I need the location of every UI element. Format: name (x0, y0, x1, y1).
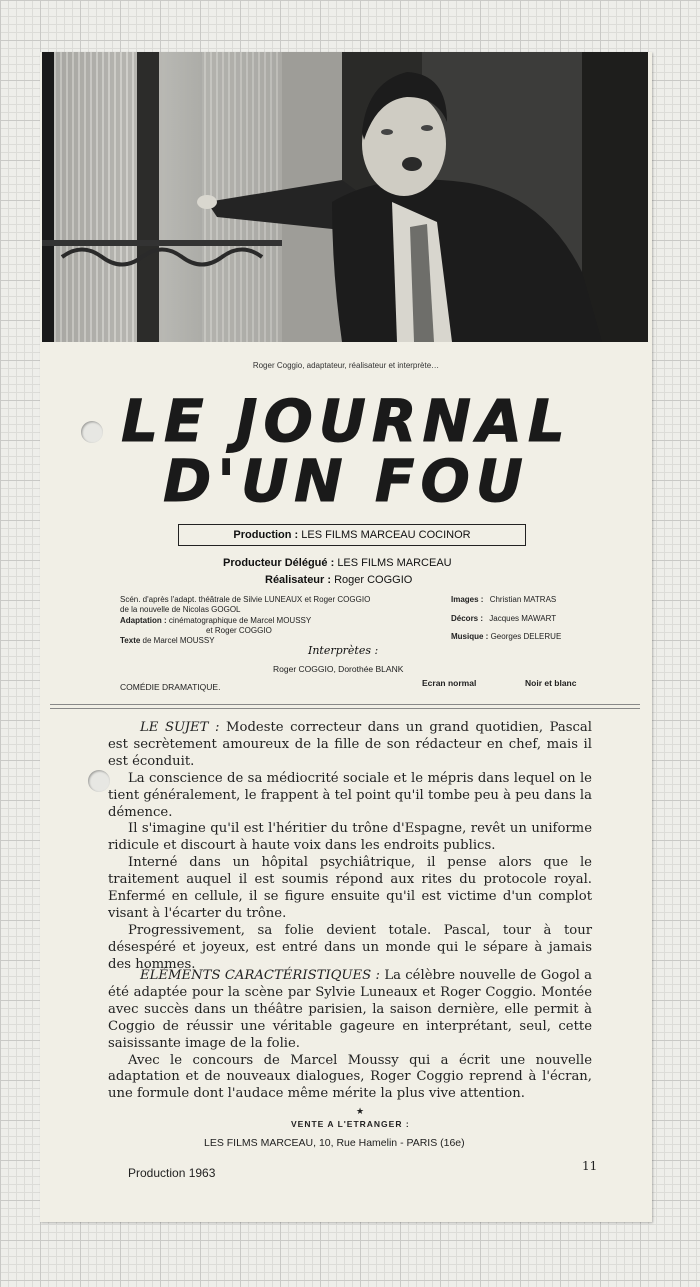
section-divider (50, 704, 640, 705)
film-still-photo (42, 52, 648, 342)
adaptation-label: Adaptation : (120, 616, 167, 625)
credit-texte (120, 636, 215, 646)
genre: COMÉDIE DRAMATIQUE. (120, 682, 221, 692)
elements-paragraph-1 (108, 968, 592, 1053)
production-year: Production 1963 (128, 1166, 216, 1180)
vente-star: ★ (356, 1106, 365, 1116)
film-still-image (42, 52, 648, 342)
ecran: Ecran normal (422, 678, 477, 688)
credit-adaptation (120, 616, 311, 626)
realisateur-value: Roger COGGIO (334, 574, 413, 586)
credit-coggio: et Roger COGGIO (206, 626, 272, 635)
interpretes-value: Roger COGGIO, Dorothée BLANK (273, 664, 404, 674)
film-title-line2: D'UN FOU (163, 447, 529, 515)
sujet-paragraph-5: Progressivement, sa folie devient totale. Pascal, tour à tour désespéré et joyeux, est entré dans un monde qui le sépare à jamais des hommes. (108, 922, 592, 972)
credit-scenario: Scén. d'après l'adapt. théâtrale de Silvie LUNEAUX et Roger COGGIO (120, 595, 371, 604)
couleur: Noir et blanc (525, 678, 577, 688)
production-label: Production : (233, 529, 299, 541)
vente-label: VENTE A L'ETRANGER : (291, 1119, 410, 1129)
realisateur-line (265, 574, 412, 586)
producteur-line (223, 557, 452, 569)
credit-images (451, 595, 556, 605)
credit-gogol: de la nouvelle de Nicolas GOGOL (120, 605, 241, 614)
texte-value: de Marcel MOUSSY (142, 636, 215, 645)
photo-caption: Roger Coggio, adaptateur, réalisateur et interprète… (252, 361, 440, 370)
production-value: LES FILMS MARCEAU COCINOR (301, 529, 471, 541)
section-divider-2 (50, 708, 640, 709)
musique-value: Georges DELERUE (490, 632, 562, 641)
texte-label: Texte (120, 636, 141, 645)
sujet-paragraph-4: Interné dans un hôpital psychiâtrique, il pense alors que le traitement auquel il est soumis répond aux rites du protocole royal. Enfermé en cellule, il se figure ensuite qu'il est victime d'un complot visant à l'écarter du trône. (108, 855, 592, 921)
sujet-paragraph-3: Il s'imagine qu'il est l'héritier du trône d'Espagne, revêt un uniforme ridicule et discourt à haute voix dans les endroits publics. (108, 821, 592, 854)
producteur-label: Producteur Délégué : (223, 557, 335, 569)
press-sheet (40, 52, 652, 1222)
vente-address: LES FILMS MARCEAU, 10, Rue Hamelin - PARIS (16e) (204, 1137, 465, 1149)
decors-label: Décors : (451, 614, 484, 623)
elements-p1-text: La célèbre nouvelle de Gogol a été adaptée pour la scène par Sylvie Luneaux et Roger Coggio. Montée avec succès dans un théâtre parisien, la saison dernière, elle permit à Coggio de réussir une véritable gageure en interprétant, seul, cette saisissante image de la folie. (108, 968, 592, 1051)
sujet-heading: LE SUJET : (140, 720, 220, 735)
sujet-paragraph-2: La conscience de sa médiocrité sociale et le mépris dans lequel on le tient généralement, le frappent à tel point qu'il tombe peu à peu dans la démence. (108, 770, 592, 820)
images-label: Images : (451, 595, 484, 604)
producteur-value: LES FILMS MARCEAU (337, 557, 452, 569)
realisateur-label: Réalisateur : (265, 574, 332, 586)
decors-value: Jacques MAWART (489, 614, 557, 623)
credit-decors (451, 614, 556, 624)
adaptation-value: cinématographique de Marcel MOUSSY (168, 616, 312, 625)
film-title-line1: LE JOURNAL (121, 387, 571, 455)
sujet-p1-text: Modeste correcteur dans un grand quotidien, Pascal est secrètement amoureux de la fille de son rédacteur en chef, mais il est éconduit. (108, 720, 592, 769)
musique-label: Musique : (451, 632, 489, 641)
page-number: 11 (582, 1159, 598, 1173)
credit-musique (451, 632, 561, 642)
images-value: Christian MATRAS (489, 595, 557, 604)
interpretes-label: Interprètes : (308, 644, 379, 657)
elements-section (108, 968, 592, 1103)
sujet-section (108, 720, 592, 974)
elements-paragraph-2: Avec le concours de Marcel Moussy qui a écrit une nouvelle adaptation et de nouveaux dialogues, Roger Coggio reprend à l'écran, une formule dont l'audace même mérite la plus vive attention. (108, 1052, 592, 1102)
punch-hole-bottom (88, 770, 110, 792)
production-box (178, 524, 526, 546)
elements-heading: ÉLÉMENTS CARACTÉRISTIQUES : (140, 968, 380, 983)
sujet-paragraph-1 (108, 720, 592, 771)
